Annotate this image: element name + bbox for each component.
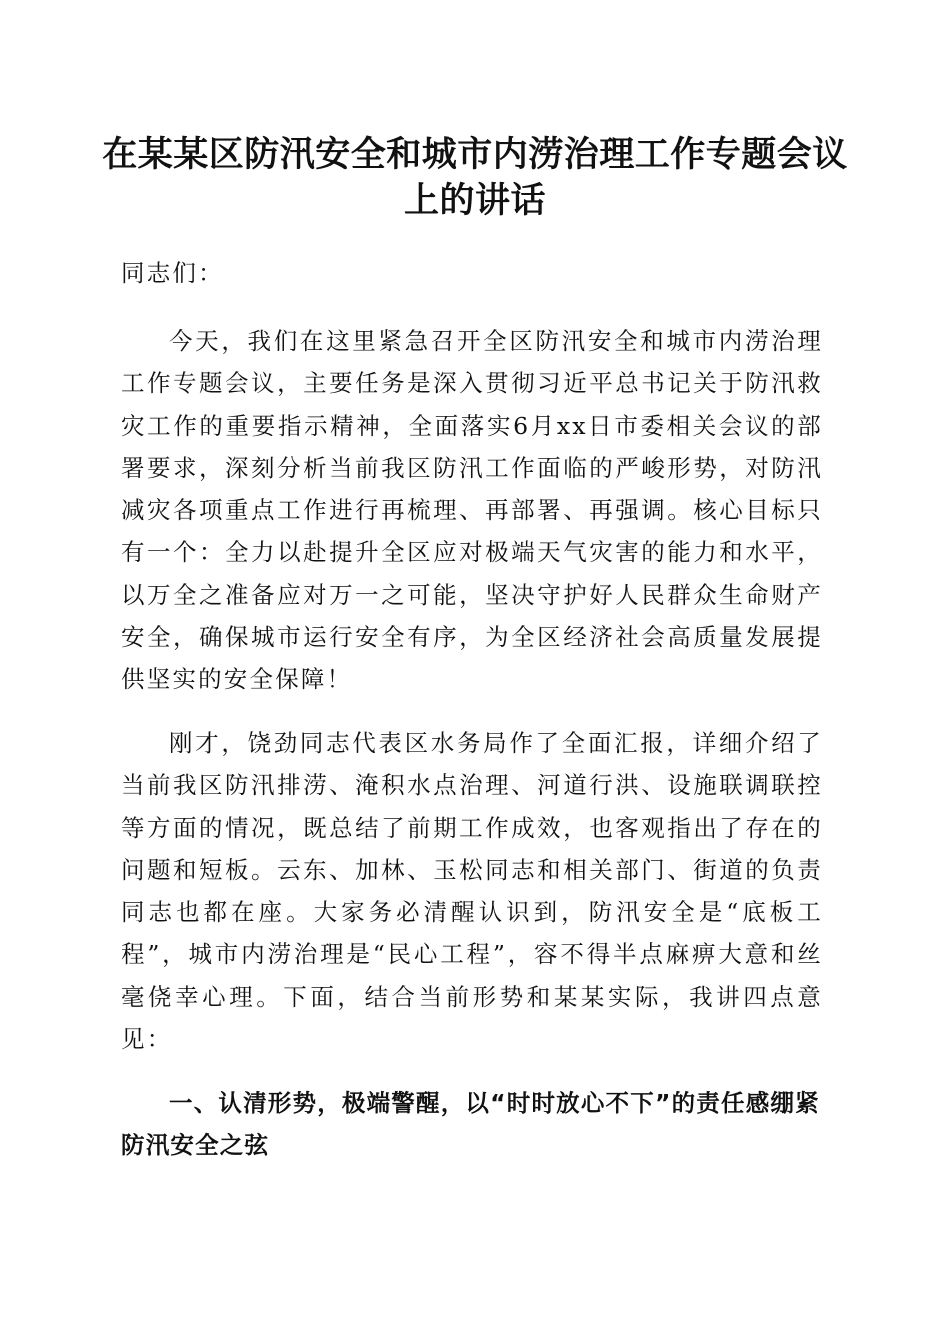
paragraph-opening: 今天，我们在这里紧急召开全区防汛安全和城市内涝治理工作专题会议，主要任务是深入贯彻习近平总书记关于防汛救灾工作的重要指示精神，全面落实6月xx日市委相关会议的部署要求，深刻分析当前我区防汛工作面临的严峻形势，对防汛减灾各项重点工作进行再梳理、再部署、再强调。核心目标只有一个：全力以赴提升全区应对极端天气灾害的能力和水平，以万全之准备应对万一之可能，坚决守护好人民群众生命财产安全，确保城市运行安全有序，为全区经济社会高质量发展提供坚实的安全保障！ xyxy=(121,327,823,694)
paragraph-report-summary: 刚才，饶劲同志代表区水务局作了全面汇报，详细介绍了当前我区防汛排涝、淹积水点治理、河道行洪、设施联调联控等方面的情况，既总结了前期工作成效，也客观指出了存在的问题和短板。云东、加林、玉松同志和相关部门、街道的负责同志也都在座。大家务必清醒认识到，防汛安全是“底板工程”，城市内涝治理是“民心工程”，容不得半点麻痹大意和丝毫侥幸心理。下面，结合当前形势和某某实际，我讲四点意见： xyxy=(121,729,823,1054)
salutation: 同志们： xyxy=(121,259,224,287)
section-heading-1: 一、认清形势，极端警醒，以“时时放心不下”的责任感绷紧防汛安全之弦 xyxy=(121,1089,820,1160)
document-title: 在某某区防汛安全和城市内涝治理工作专题会议上的讲话 xyxy=(102,134,848,221)
